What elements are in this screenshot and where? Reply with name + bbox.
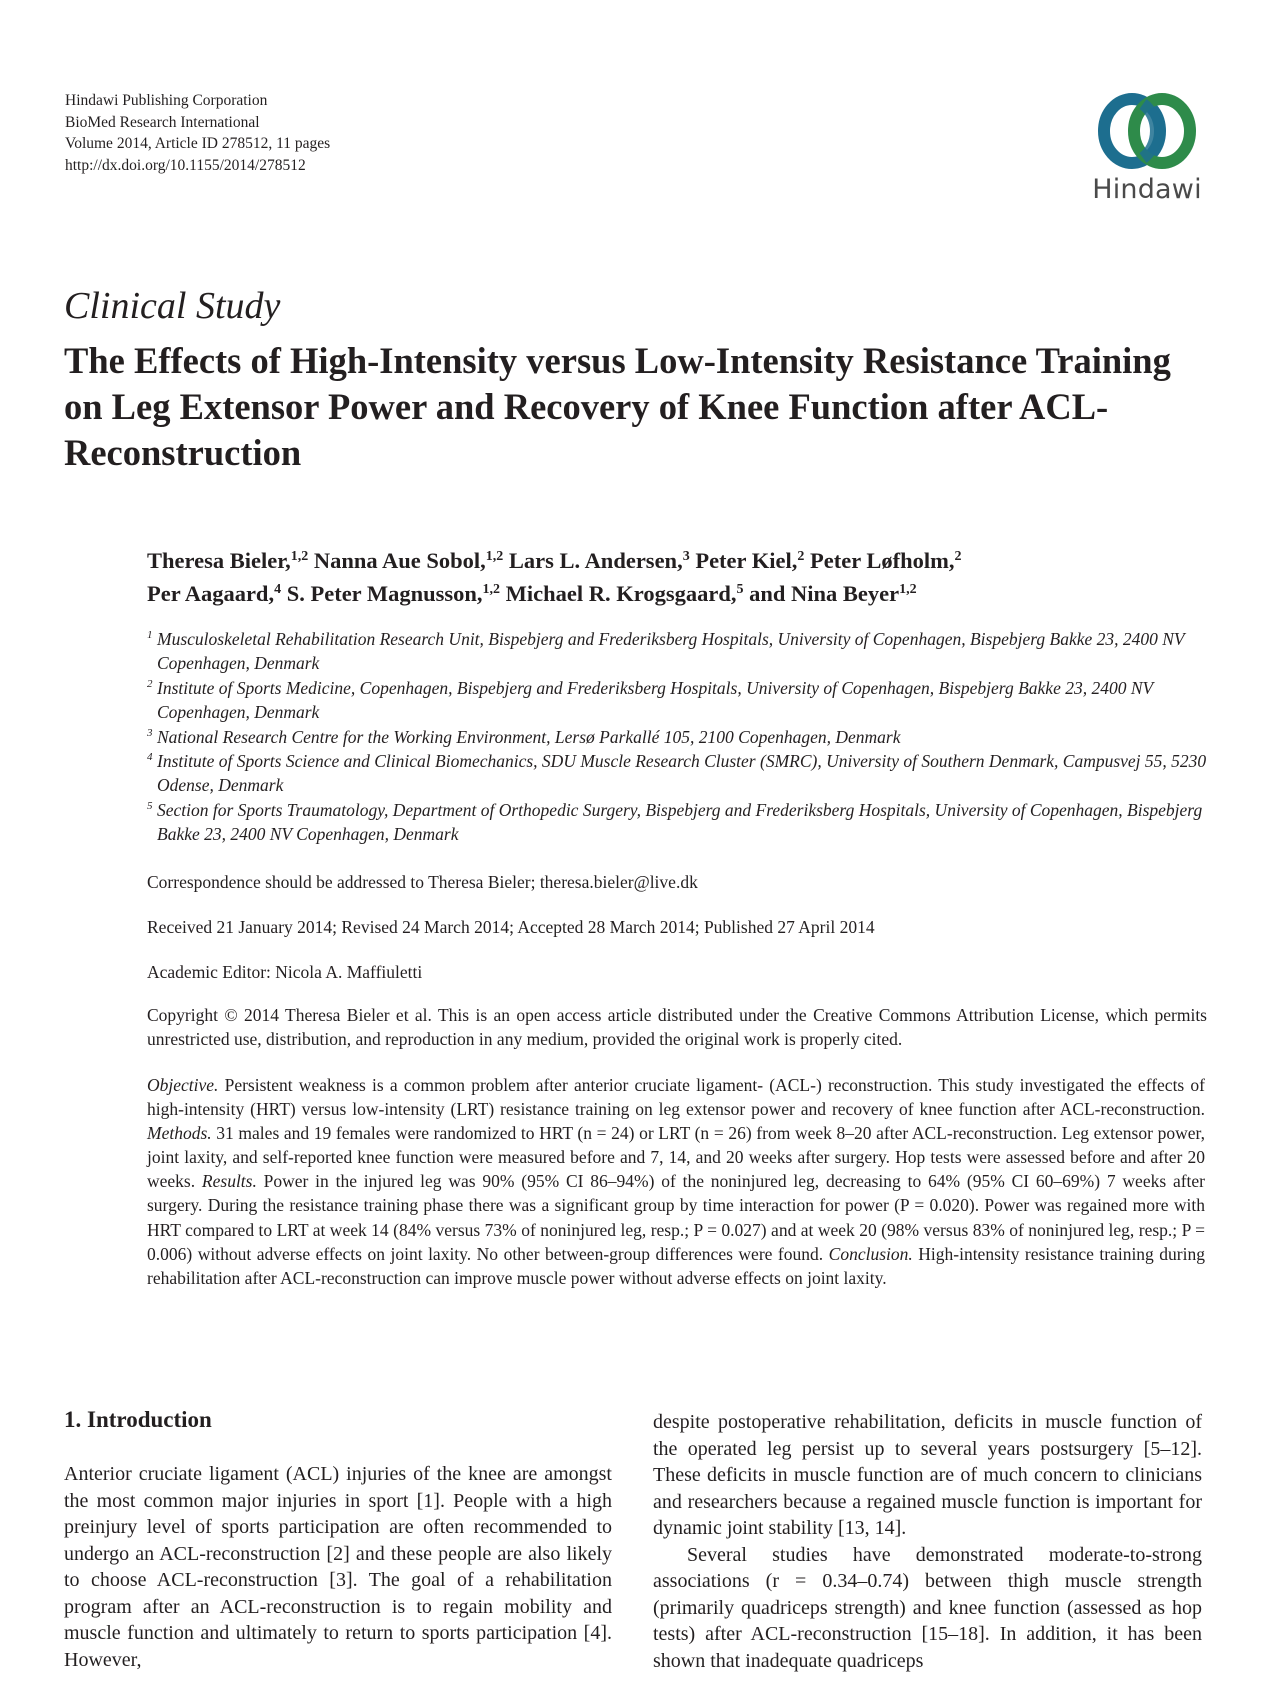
volume-info: Volume 2014, Article ID 278512, 11 pages	[65, 135, 331, 152]
author: Nanna Aue Sobol,$^{1,2}$	[313, 548, 504, 573]
affiliation: 2 Institute of Sports Medicine, Copenhagen, Bispebjerg and Frederiksberg Hospitals, University of Copenhagen, Bispebjerg Bakke 23, 2400 NV Copenhagen, Denmark	[147, 677, 1153, 723]
abstract-label-results: Results.	[201, 1171, 257, 1192]
abstract-label-methods: Methods.	[147, 1123, 212, 1144]
abstract-label-objective: Objective.	[147, 1075, 219, 1095]
author: Per Aagaard,$^4$	[147, 581, 282, 606]
academic-editor: Academic Editor: Nicola A. Maffiuletti	[147, 962, 423, 982]
author: Theresa Bieler,$^{1,2}$	[147, 548, 309, 573]
hindawi-rings-icon	[1097, 90, 1197, 172]
intro-paragraph: despite postoperative rehabilitation, deficits in muscle function of the operated leg persist up to several years postsurgery [5–12]. These deficits in muscle function are of much concern to clinicians and researchers because a regained muscle function is important for dynamic joint stability [13, 14].	[653, 1411, 1202, 1539]
abstract-label-conclusion: Conclusion.	[828, 1243, 913, 1264]
copyright-notice: Copyright © 2014 Theresa Bieler et al. This is an open access article distributed under the Creative Commons Attribution License, which permits unrestricted use, distribution, and reproduction in any medium, provided the original work is properly cited.	[147, 1005, 1207, 1049]
publication-dates: Received 21 January 2014; Revised 24 March 2014; Accepted 28 March 2014; Published 27 April 2014	[147, 917, 875, 937]
author: Peter Løfholm,$^2$	[809, 548, 962, 573]
intro-paragraph: Anterior cruciate ligament (ACL) injuries of the knee are amongst the most common major injuries in sport [1]. People with a high preinjury level of sports participation are often recommended to undergo an ACL-reconstruction [2] and these people are also likely to choose ACL-reconstruction [3]. The goal of a rehabilitation program after an ACL-reconstruction is to regain mobility and muscle function and ultimately to return to sports participation [4]. However,	[64, 1463, 612, 1671]
author-list	[147, 544, 1227, 610]
author: Michael R. Krogsgaard,$^5$	[505, 581, 744, 606]
intro-left-column	[64, 1461, 612, 1673]
author: Lars L. Andersen,$^3$	[508, 548, 690, 573]
affiliation-list	[147, 627, 1217, 847]
affiliation: 1 Musculoskeletal Rehabilitation Research Unit, Bispebjerg and Frederiksberg Hospitals, University of Copenhagen, Bispebjerg Bakke 23, 2400 NV Copenhagen, Denmark	[147, 629, 1185, 674]
journal-name: BioMed Research International	[65, 113, 260, 131]
intro-paragraph: Several studies have demonstrated moderate-to-strong associations (r = 0.34–0.74) between thigh muscle strength (primarily quadriceps strength) and knee function (assessed as hop tests) after ACL-reconstruction [15–18]. In addition, it has been shown that inadequate quadriceps	[653, 1543, 1202, 1672]
publisher-name: Hindawi Publishing Corporation	[65, 92, 268, 109]
logo-text: Hindawi	[1092, 174, 1202, 205]
affiliation: 5 Section for Sports Traumatology, Department of Orthopedic Surgery, Bispebjerg and Frederiksberg Hospitals, University of Copenhagen, Bispebjerg Bakke 23, 2400 NV Copenhagen, Denmark	[147, 799, 1203, 845]
hindawi-logo	[1084, 90, 1210, 212]
publication-info	[65, 90, 330, 176]
abstract-results: Power in the injured leg was 90% (95% CI 86–94%) of the noninjured leg, decreasing to 64% (95% CI 60–69%) 7 weeks after surgery. During the resistance training phase there was a significant group by time interaction for power (P = 0.020). Power was regained more with HRT compared to LRT at week 14 (84% versus 73% of noninjured leg, resp.; P = 0.027) and at week 20 (98% versus 83% of noninjured leg, resp.; P = 0.006) without adverse effects on joint laxity. No other between-group differences were found.	[147, 1171, 1205, 1264]
abstract-objective: Persistent weakness is a common problem after anterior cruciate ligament- (ACL-) reconstruction. This study investigated the effects of high-intensity (HRT) versus low-intensity (LRT) resistance training on leg extensor power and recovery of knee function after ACL-reconstruction.	[147, 1075, 1205, 1120]
article-type: Clinical Study	[64, 285, 281, 327]
affiliation: 3 National Research Centre for the Working Environment, Lersø Parkallé 105, 2100 Copenhagen, Denmark	[147, 726, 901, 747]
article-title: The Effects of High-Intensity versus Low-Intensity Resistance Training on Leg Extensor Power and Recovery of Knee Function after ACL-Reconstruction	[64, 340, 1171, 473]
section-heading: 1. Introduction	[64, 1407, 212, 1432]
author: S. Peter Magnusson,$^{1,2}$	[286, 581, 501, 606]
abstract-conclusion: High-intensity resistance training during rehabilitation after ACL-reconstruction can improve muscle power without adverse effects on joint laxity.	[147, 1243, 1205, 1288]
correspondence: Correspondence should be addressed to Theresa Bieler; theresa.bieler@live.dk	[147, 872, 698, 892]
affiliation: 4 Institute of Sports Science and Clinical Biomechanics, SDU Muscle Research Cluster (SMRC), University of Southern Denmark, Campusvej 55, 5230 Odense, Denmark	[147, 751, 1207, 796]
author: and Nina Beyer$^{1,2}$	[749, 581, 917, 606]
doi-link[interactable]: http://dx.doi.org/10.1155/2014/278512	[65, 156, 306, 174]
author: Peter Kiel,$^2$	[695, 548, 805, 573]
abstract-methods: 31 males and 19 females were randomized to HRT (n = 24) or LRT (n = 26) from week 8–20 after ACL-reconstruction. Leg extensor power, joint laxity, and self-reported knee function were measured before and 7, 14, and 20 weeks after surgery. Hop tests were assessed before and after 20 weeks.	[147, 1123, 1205, 1192]
intro-right-column	[653, 1409, 1202, 1674]
abstract	[147, 1073, 1205, 1290]
